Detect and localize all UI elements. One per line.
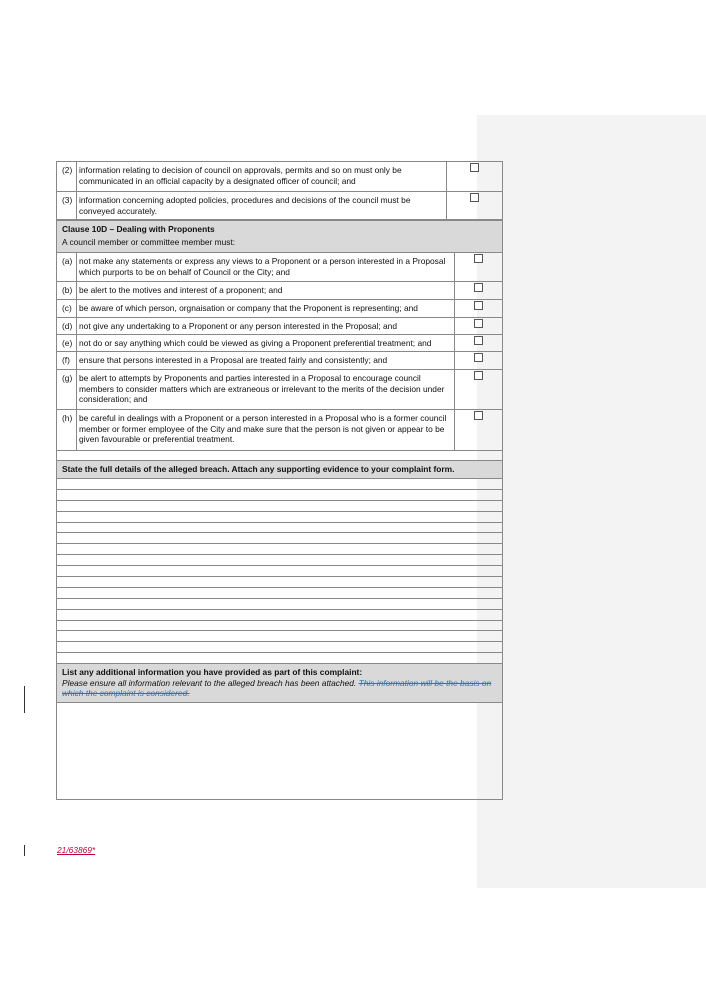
writing-line-cell[interactable] (57, 522, 503, 533)
writing-line[interactable] (57, 479, 503, 490)
writing-line-cell[interactable] (57, 544, 503, 555)
table-row (57, 318, 503, 335)
writing-line[interactable] (57, 598, 503, 609)
writing-line[interactable] (57, 631, 503, 642)
item-number: (2) (57, 162, 77, 192)
writing-line-cell[interactable] (57, 500, 503, 511)
checkbox[interactable] (474, 336, 483, 345)
document-reference: 21/63869* (57, 845, 96, 855)
change-bar (24, 845, 25, 856)
item-text: not give any undertaking to a Proponent or any person interested in the Proposal; and (77, 318, 455, 335)
table-row (57, 192, 503, 220)
writing-line-cell[interactable] (57, 587, 503, 598)
clause-10d-table (56, 220, 503, 800)
item-number: (c) (57, 300, 77, 318)
writing-line-cell[interactable] (57, 566, 503, 577)
obligations-table (56, 161, 503, 220)
details-heading: State the full details of the alleged breach. Attach any supporting evidence to your complaint form. (57, 461, 503, 479)
change-bar (24, 686, 25, 713)
item-number: (g) (57, 370, 77, 410)
item-text: information relating to decision of council on approvals, permits and so on must only be communicated in an official capacity by a designated officer of council; and (77, 162, 447, 192)
section-header (57, 664, 503, 703)
item-text: be aware of which person, orgnaisation or company that the Proponent is representing; and (77, 300, 455, 318)
item-text: be alert to the motives and interest of a proponent; and (77, 282, 455, 300)
writing-line[interactable] (57, 500, 503, 511)
writing-line[interactable] (57, 642, 503, 653)
checkbox-cell (455, 300, 503, 318)
checkbox[interactable] (474, 353, 483, 362)
writing-line[interactable] (57, 555, 503, 566)
writing-line[interactable] (57, 620, 503, 631)
item-number: (b) (57, 282, 77, 300)
writing-line-cell[interactable] (57, 631, 503, 642)
checkbox-cell (455, 335, 503, 352)
writing-line-cell[interactable] (57, 511, 503, 522)
table-row (57, 352, 503, 370)
checkbox[interactable] (470, 193, 479, 202)
checkbox[interactable] (474, 301, 483, 310)
item-number: (d) (57, 318, 77, 335)
checkbox[interactable] (474, 254, 483, 263)
additional-info-entry-cell[interactable] (57, 702, 503, 799)
checkbox-cell (455, 352, 503, 370)
section-header (57, 461, 503, 479)
item-number: (3) (57, 192, 77, 220)
writing-line-cell[interactable] (57, 489, 503, 500)
writing-line[interactable] (57, 577, 503, 588)
checkbox-cell (447, 192, 503, 220)
additional-info-text (62, 678, 497, 699)
checkbox-cell (455, 410, 503, 451)
checkbox-cell (455, 370, 503, 410)
checkbox[interactable] (474, 283, 483, 292)
writing-line[interactable] (57, 489, 503, 500)
table-row (57, 282, 503, 300)
clause-heading-cell (57, 221, 503, 253)
comment-markup-pane (477, 115, 706, 888)
section-header (57, 221, 503, 253)
writing-line[interactable] (57, 533, 503, 544)
checkbox[interactable] (474, 319, 483, 328)
checkbox[interactable] (474, 371, 483, 380)
table-row (57, 335, 503, 352)
deleted-text: This information will be the basis on which the complaint is considered. (62, 677, 492, 699)
item-number: (f) (57, 352, 77, 370)
additional-info-cell (57, 664, 503, 703)
writing-line-cell[interactable] (57, 609, 503, 620)
additional-info-entry[interactable] (57, 702, 503, 799)
writing-line-cell[interactable] (57, 653, 503, 664)
writing-line[interactable] (57, 544, 503, 555)
writing-line-cell[interactable] (57, 479, 503, 490)
additional-info-heading: List any additional information you have provided as part of this complaint: (62, 667, 363, 678)
writing-line-cell[interactable] (57, 555, 503, 566)
writing-line-cell[interactable] (57, 620, 503, 631)
clause-intro: A council member or committee member must: (62, 236, 236, 247)
table-row (57, 410, 503, 451)
writing-line[interactable] (57, 609, 503, 620)
checkbox-cell (447, 162, 503, 192)
writing-line-cell[interactable] (57, 598, 503, 609)
item-text: information concerning adopted policies, procedures and decisions of the council must be conveyed accurately. (77, 192, 447, 220)
item-number: (a) (57, 253, 77, 282)
checkbox[interactable] (470, 163, 479, 172)
writing-line[interactable] (57, 566, 503, 577)
table-row (57, 370, 503, 410)
checkbox-cell (455, 318, 503, 335)
writing-line-cell[interactable] (57, 577, 503, 588)
additional-info-instruction: Please ensure all information relevant to the alleged breach has been attached. (62, 677, 357, 688)
writing-line-cell[interactable] (57, 642, 503, 653)
spacer-row (57, 451, 503, 461)
writing-line[interactable] (57, 587, 503, 598)
table-row (57, 253, 503, 282)
checkbox-cell (455, 282, 503, 300)
writing-line-cell[interactable] (57, 533, 503, 544)
checkbox[interactable] (474, 411, 483, 420)
writing-line[interactable] (57, 511, 503, 522)
item-number: (h) (57, 410, 77, 451)
item-text: be careful in dealings with a Proponent or a person interested in a Proposal who is a former council member or former employee of the City and make sure that the person is not given or appear to be given favourable or preferential treatment. (77, 410, 455, 451)
table-row (57, 162, 503, 192)
item-text: not do or say anything which could be viewed as giving a Proponent preferential treatment; and (77, 335, 455, 352)
writing-line[interactable] (57, 653, 503, 664)
checkbox-cell (455, 253, 503, 282)
item-text: not make any statements or express any views to a Proponent or a person interested in a Proposal which purports to be on behalf of Council or the City; and (77, 253, 455, 282)
spacer-cell (57, 451, 503, 461)
table-row (57, 300, 503, 318)
item-number: (e) (57, 335, 77, 352)
clause-heading: Clause 10D – Dealing with Proponents (62, 224, 215, 234)
item-text: ensure that persons interested in a Proposal are treated fairly and consistently; and (77, 352, 455, 370)
item-text: be alert to attempts by Proponents and parties interested in a Proposal to encourage council members to consider matters which are extraneous or irrelevant to the merits of the decision under consideration; and (77, 370, 455, 410)
writing-line[interactable] (57, 522, 503, 533)
